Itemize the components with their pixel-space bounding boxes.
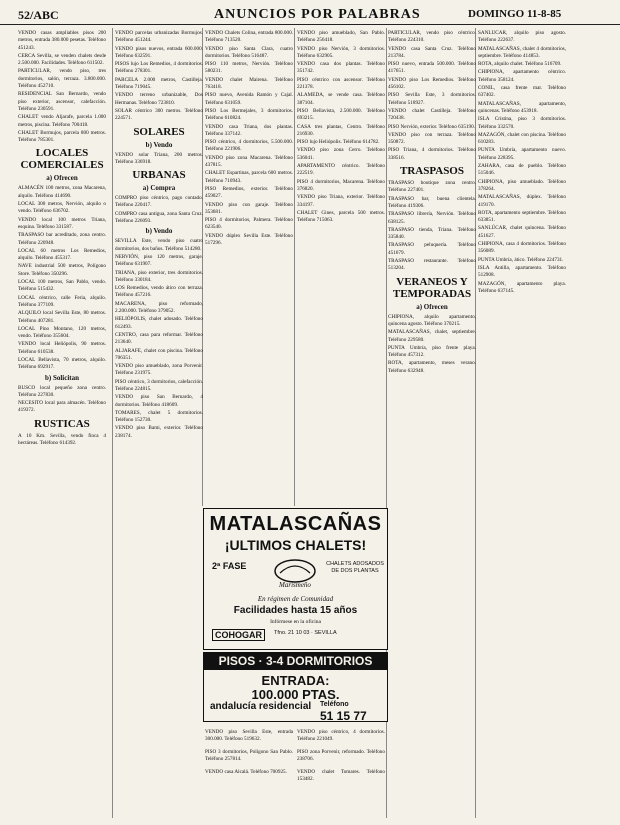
ad-phone-label: Teléfono (320, 701, 349, 708)
classified-ad: PISO Bellavista, 2.500.000. Teléfono 693215. (297, 107, 385, 122)
ad-pisos-brand: andalucía residencial (210, 701, 312, 712)
classified-ad: VENDO piso amueblado, San Pablo. Teléfono 256418. (297, 30, 385, 44)
classified-ad: VENDO chalet Mairena. Teléfono 763418. (205, 76, 293, 91)
classified-ad: CONIL, casa frente mar. Teléfono 637402. (478, 85, 566, 99)
ad-phone-number: 51 15 77 (320, 709, 367, 722)
classified-ad: PUNTA Umbría, apartamento nuevo. Teléfono 228395. (478, 147, 566, 161)
classified-ad: ALJARAFE, chalet con piscina. Teléfono 706351. (115, 347, 203, 361)
classified-ad: PARCELA 2.000 metros, Castilleja. Teléfono 719045. (115, 76, 203, 91)
classified-ad: MAZAGÓN, chalet con piscina. Teléfono 610283. (478, 131, 566, 146)
classified-ad: ISLA Cristina, piso 3 dormitorios. Teléfono 332570. (478, 116, 566, 130)
classified-ad: ALMACÉN 100 metros, zona Macarena, alquilo. Teléfono 414690. (18, 185, 106, 199)
classified-ad: MAZAGÓN, apartamento playa. Teléfono 637145. (478, 280, 566, 294)
classified-ad: SOLAR céntrico 300 metros. Teléfono 224571. (115, 107, 203, 122)
classified-ad: CENTRO, casa para reformar. Teléfono 213640. (115, 331, 203, 346)
section-title: ANUNCIOS POR PALABRAS (214, 7, 421, 22)
classified-ad: VENDO piso con garaje. Teléfono 353681. (205, 201, 293, 215)
ad-info: Infórmese en la oficina (270, 619, 321, 625)
classified-ad: VENDO casas ampliables pisos 200 metros, entrada 380.000 pesetas. Teléfono 451243. (18, 30, 106, 51)
classified-ad: BUSCO local pequeño zona centro. Teléfono 227830. (18, 384, 106, 398)
classified-ad: PISO 4 dormitorios, Macarena. Teléfono 376820. (297, 178, 385, 192)
classified-ad: TRASPASO bar, buena clientela. Teléfono 419306. (388, 195, 476, 209)
classified-ad: CHIPIONA, piso amueblado. Teléfono 378264. (478, 178, 566, 192)
classified-ad: VENDO casa dos plantas. Teléfono 351742. (297, 61, 385, 75)
column-3-bottom (205, 724, 293, 816)
classified-ad: COMPRO casa antigua, zona Santa Cruz. Teléfono 226093. (115, 210, 203, 225)
classified-ad: ISLA Antilla, apartamento. Teléfono 512908. (478, 264, 566, 279)
section-heading-rusticas: RUSTICAS (34, 417, 90, 430)
classified-ad: HELIÓPOLIS, chalet adosado. Teléfono 612493. (115, 316, 203, 330)
classified-ad: LOCAL Pino Montano, 120 metros, vendo. Teléfono 355604. (18, 325, 106, 340)
classified-ad: RESIDENCIAL San Bernardo, vendo piso exterior, ascensor, calefacción. Teléfono 230591. (18, 91, 106, 112)
ad-address: Tfno. 21 10 03 · SEVILLA (274, 630, 337, 636)
classified-ad: PUNTA Umbría, ático. Teléfono 224731. (478, 256, 564, 263)
classified-ad: PISO nuevo, entrada 500.000. Teléfono 417651. (388, 61, 476, 75)
classified-ad: VENDO solar Triana, 200 metros. Teléfono 336918. (115, 151, 203, 165)
ad-headline: MATALASCAÑAS (209, 513, 382, 535)
classified-ad: PISO céntrico, 4 dormitorios, 5.500.000. Teléfono 221906. (205, 139, 293, 153)
classified-ad: PISO 110 metros, Nervión. Teléfono 580231. (205, 61, 293, 75)
ad-phase: 2ª FASE (212, 561, 247, 571)
classified-ad: CHALET Gines, parcela 500 metros. Teléfono 715063. (297, 209, 385, 224)
section-heading-urbanas: URBANAS (132, 169, 186, 182)
chalets-advertisement (203, 508, 388, 650)
section-heading-veraneos: VERANEOS Y TEMPORADAS (392, 275, 472, 300)
classified-ad: ZAHARA, casa de pueblo. Teléfono 515046. (478, 163, 566, 177)
classified-ad: VENDO casa Triana, dos plantas. Teléfono 337142. (205, 123, 293, 137)
classified-ad: VENDO casa Alcalá. Teléfono 700925. (205, 768, 287, 775)
classified-ad: MATALASCAÑAS, dúplex. Teléfono 419170. (478, 194, 566, 208)
classified-ad: CHALET Bormujos, parcela 800 metros. Teléfono 785301. (18, 129, 106, 144)
classified-ad: ALAMEDA, se vende casa. Teléfono 387104. (297, 92, 385, 106)
classified-ad: TRASPASO tienda, Triana. Teléfono 335840. (388, 226, 476, 241)
classified-ad: LOCAL céntrico, calle Feria, alquilo. Teléfono 377109. (18, 294, 106, 308)
classified-ad: VENDO piso Los Remedios. Teléfono 456102. (388, 76, 476, 91)
subsection-vendo: b) Vendo (145, 140, 173, 149)
classified-ad: VENDO piso Bami, exterior. Teléfono 238174. (115, 425, 203, 439)
classified-ad: PARTICULAR, vendo piso, tres dormitorios, salón, terraza. 3.800.000. Teléfono 452710. (18, 68, 106, 90)
column-1 (18, 30, 106, 820)
classified-ad: PISOS lujo Los Remedios, 4 dormitorios. Teléfono 278301. (115, 61, 203, 75)
issue-date: DOMINGO 11-8-85 (468, 8, 562, 20)
classified-ad: PUNTA Umbría, piso frente playa. Teléfono 457312. (388, 344, 476, 359)
classified-ad: VENDO piso Triana, exterior. Teléfono 334197. (297, 194, 385, 208)
ad-side-text: CHALETS ADOSADOS DE DOS PLANTAS (326, 561, 384, 574)
classified-ad: MATALASCAÑAS, apartamento, quincenas. Teléfono 453918. (478, 100, 566, 114)
column-4 (297, 30, 385, 530)
classified-ad: VENDO dúplex Sevilla Este. Teléfono 517296. (205, 232, 293, 247)
classified-ad: VENDO casa Santa Cruz. Teléfono 213784. (388, 45, 476, 59)
classified-ad: PISO céntrico, 3 dormitorios, calefacción. Teléfono 224815. (115, 378, 203, 392)
classified-ad: LOCAL Bellavista, 70 metros, alquilo. Teléfono 692917. (18, 356, 106, 371)
classified-ad: MATALASCAÑAS, chalet, septiembre. Teléfono 229580. (388, 329, 476, 343)
classified-ad: PISO Nervión, exterior. Teléfono 635190. (388, 123, 475, 130)
classified-ad: TRASPASO restaurante. Teléfono 513204. (388, 258, 476, 272)
classified-ad: VENDO local 100 metros Triana, esquina. Teléfono 331587. (18, 216, 106, 230)
classified-ad: PISO zona Porvenir, reformado. Teléfono 238706. (297, 748, 385, 763)
classified-ad: SEVILLA Este, vendo piso cuatro dormitorios, dos baños. Teléfono 514280. (115, 238, 203, 252)
classified-ad: LOCAL 100 metros, San Pablo, vendo. Teléfono 515432. (18, 279, 106, 293)
classified-ad: VENDO Chalets Colina, entrada 800.000. Teléfono 713520. (205, 30, 293, 44)
classified-ad: APARTAMENTO céntrico. Teléfono 222519. (297, 163, 385, 177)
classified-ad: VENDO piso Nervión, 3 dormitorios. Teléfono 632905. (297, 45, 385, 59)
classified-ad: PARTICULAR, vendo piso céntrico. Teléfono 224310. (388, 30, 476, 44)
classified-ad: VENDO local Heliópolis, 90 metros. Teléfono 610538. (18, 341, 106, 355)
section-heading-locales: LOCALES COMERCIALES (20, 147, 104, 172)
subsection-vendo-urbanas: b) Vendo (145, 227, 173, 236)
classified-ad: PISO nuevo, Avenida Ramón y Cajal. Teléfono 631059. (205, 92, 293, 106)
classified-ad: CHIPIONA, alquilo apartamento, quincena agosto. Teléfono 370215. (388, 313, 476, 327)
ad-payment: Facilidades hasta 15 años (233, 605, 358, 616)
classified-ad: LOCAL 60 metros Los Remedios, alquilo. Teléfono 455317. (18, 247, 106, 262)
classified-ad: CHALET vendo Aljarafe, parcela 1.000 metros, piscina. Teléfono 700418. (18, 114, 106, 128)
classified-ad: LOCAL 300 metros, Nervión, alquilo o vendo. Teléfono 636702. (18, 201, 106, 215)
classified-ad: VENDO chalet Castilleja. Teléfono 720438. (388, 107, 476, 122)
classified-ad: A 10 Km. Sevilla, vendo finca 4 hectáreas. Teléfono 614392. (18, 432, 106, 447)
classified-ad: TOMARES, chalet 5 dormitorios. Teléfono 152730. (115, 409, 203, 424)
subsection-ofrecen-veraneos: a) Ofrecen (416, 302, 448, 311)
classified-ad: SANLÚCAR, alquilo piso agosto. Teléfono 222637. (478, 30, 566, 44)
classified-ad: COMPRO piso céntrico, pago contado. Teléfono 220417. (115, 195, 203, 209)
classified-ad: VENDO piso zona Cerro. Teléfono 536041. (297, 147, 385, 161)
classified-ad: CASA tres plantas, Centro. Teléfono 216930. (297, 123, 385, 137)
subsection-solicitan: b) Solicitan (44, 373, 80, 382)
column-5 (388, 30, 476, 820)
classified-ad: VENDO piso San Bernardo, 4 dormitorios. Teléfono 418609. (115, 394, 203, 408)
ad-brand: COHOGAR (212, 629, 265, 641)
section-heading-solares: SOLARES (133, 125, 185, 138)
ad-entry-label: ENTRADA: (261, 673, 330, 688)
section-heading-traspasos: TRASPASOS (400, 165, 464, 178)
classified-ad: PISO Sevilla Este, 3 dormitorios. Teléfono 518927. (388, 92, 476, 106)
ad-entry-amount: 100.000 PTAS. (251, 687, 340, 702)
classified-ad: VENDO piso zona Macarena. Teléfono 437815. (205, 154, 293, 169)
classified-ad: VENDO terreno urbanizable, Dos Hermanas. Teléfono 723810. (115, 92, 203, 106)
classified-ad: CERCA Sevilla, se venden chalets desde 2.500.000. Facilidades. Teléfono 611502. (18, 52, 106, 67)
classified-ad: ROTA, apartamento, meses verano. Teléfono 632948. (388, 360, 476, 374)
classified-ad: ALQUILO local Sevilla Este, 80 metros. Teléfono 407281. (18, 310, 106, 324)
classified-ad: NECESITO local para almacén. Teléfono 419372. (18, 400, 106, 414)
classified-ad: VENDO piso con terraza. Teléfono 350872. (388, 131, 476, 146)
logo-text: Marismeño (279, 581, 311, 589)
column-2 (115, 30, 203, 820)
classified-ad: CHALET Espartinas, parcela 600 metros. Teléfono 710943. (205, 170, 293, 184)
classified-ad: TRASPASO librería, Nervión. Teléfono 638125. (388, 211, 476, 225)
classified-ad: TRASPASO peluquería. Teléfono 451679. (388, 242, 476, 256)
marisma-logo-icon (270, 557, 320, 591)
classified-ad: LOS Remedios, vendo ático con terraza. Teléfono 457216. (115, 285, 203, 299)
classified-ad: TRASPASO boutique zona centro. Teléfono 227401. (388, 180, 476, 194)
page-header (0, 6, 620, 25)
classified-ad: NERVIÓN, piso 120 metros, garaje. Teléfono 631907. (115, 253, 203, 268)
column-6 (478, 30, 566, 820)
classified-ad: VENDO piso amueblado, zona Porvenir. Teléfono 231975. (115, 363, 203, 377)
classified-ad: PISO Triana, 4 dormitorios. Teléfono 338516. (388, 147, 476, 161)
classified-ad: VENDO chalet Tomares. Teléfono 153482. (297, 768, 385, 783)
classified-ad: VENDO piso céntrico, 4 dormitorios. Teléfono 221049. (297, 729, 385, 743)
classified-ad: VENDO parcelas urbanizadas Bormujos. Teléfono 451244. (115, 30, 203, 44)
pisos-advertisement (203, 652, 388, 722)
classified-ad: PISO Los Bermejales, 3 dormitorios. Teléfono 610824. (205, 107, 293, 122)
classified-ad: MACARENA, piso reformado, 2.200.000. Teléfono 379052. (115, 300, 203, 315)
subsection-compra: a) Compra (142, 184, 176, 193)
classified-ad: PISO Remedios, exterior. Teléfono 459027. (205, 185, 293, 200)
classified-ad: PISO lujo Heliópolis. Teléfono 614782. (297, 139, 380, 146)
classified-ad: PISO 3 dormitorios, Polígono San Pablo. Teléfono 257814. (205, 748, 293, 763)
classified-ad: NAVE industrial 500 metros, Polígono Store. Teléfono 350296. (18, 263, 106, 277)
classified-ad: VENDO piso Sevilla Este, entrada 300.000. Teléfono 519632. (205, 729, 293, 743)
column-4-bottom (297, 724, 385, 816)
classified-ad: VENDO piso Santa Clara, cuatro dormitorios. Teléfono 516487. (205, 45, 293, 59)
classified-ad: VENDO pisos nuevos, entrada 600.000. Teléfono 632591. (115, 45, 203, 59)
classified-ad: CHIPIONA, casa 4 dormitorios. Teléfono 356089. (478, 241, 566, 255)
classified-ad: MATALASCAÑAS, chalet 4 dormitorios, septiembre. Teléfono 414853. (478, 45, 566, 59)
classified-ad: PISO 4 dormitorios, Palmera. Teléfono 623540. (205, 217, 293, 231)
ad-subhead: ¡ULTIMOS CHALETS! (224, 537, 367, 553)
ad-pisos-bar: PISOS · 3-4 DORMITORIOS (204, 653, 387, 670)
subsection-ofrecen: a) Ofrecen (46, 174, 78, 183)
column-3 (205, 30, 293, 530)
classified-ad: SANLÚCAR, chalet quincena. Teléfono 451627. (478, 225, 566, 239)
classified-ad: PISO céntrico con ascensor. Teléfono 221378. (297, 76, 385, 91)
ad-regime: En régimen de Comunidad (257, 595, 334, 603)
column-rule (112, 28, 113, 818)
classified-ad: ROTA, apartamento septiembre. Teléfono 633851. (478, 209, 566, 224)
classified-ad: TRASPASO bar acreditado, zona centro. Teléfono 220948. (18, 232, 106, 246)
column-rule (294, 28, 295, 506)
page-number: 52/ABC (18, 8, 59, 22)
classified-ad: CHIPIONA, apartamento céntrico. Teléfono 358124. (478, 69, 566, 83)
classified-ad: ROTA, alquilo chalet. Teléfono 516709. (478, 61, 562, 68)
classified-ad: TRIANA, piso exterior, tres dormitorios. Teléfono 330184. (115, 269, 203, 283)
